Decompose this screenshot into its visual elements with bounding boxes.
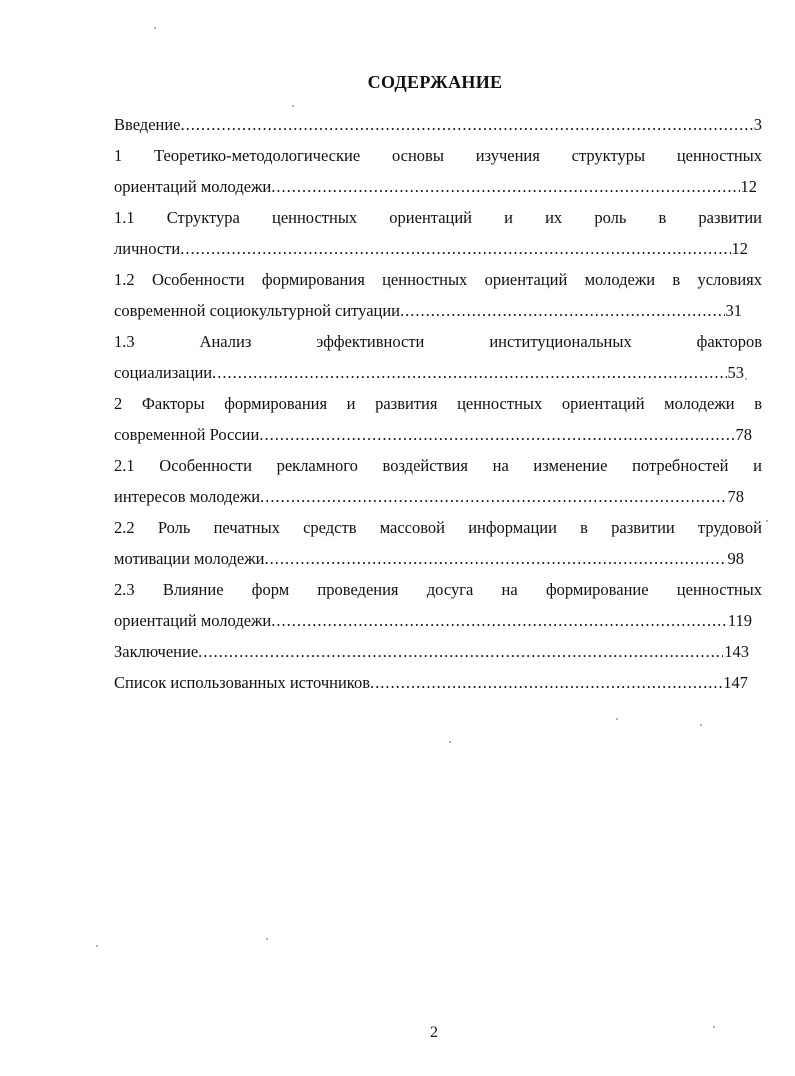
toc-page-number: 119 xyxy=(727,611,752,630)
toc-entry-label: Заключение xyxy=(114,642,199,661)
scan-speck xyxy=(449,741,451,743)
toc-page-number: 12 xyxy=(731,239,748,258)
toc-entry-section-2-1[interactable] xyxy=(114,450,762,512)
leader-dots xyxy=(264,543,726,574)
toc-entry-label-line-1: 2.2 Роль печатных средств массовой информации в развитии трудовой xyxy=(114,518,762,537)
leader-dots xyxy=(180,233,730,264)
toc-entry-label-line-2: ориентаций молодежи xyxy=(114,177,272,196)
leader-dots xyxy=(271,605,727,636)
toc-entry-introduction[interactable] xyxy=(114,109,762,140)
leader-dots xyxy=(181,109,753,140)
toc-entry-label-line-1: 1 Теоретико-методологические основы изучения структуры ценностных xyxy=(114,146,762,165)
toc-entry-section-1-2[interactable] xyxy=(114,264,762,326)
scan-speck xyxy=(766,520,768,522)
leader-dots xyxy=(260,481,726,512)
toc-entry-label-line-1: 2.3 Влияние форм проведения досуга на формирование ценностных xyxy=(114,580,762,599)
leader-dots xyxy=(212,357,726,388)
scan-speck xyxy=(616,718,618,720)
toc-page-number: 143 xyxy=(724,642,749,661)
scan-speck xyxy=(266,938,268,940)
scan-speck xyxy=(154,27,156,29)
toc-entry-section-2-2[interactable] xyxy=(114,512,762,574)
toc-page-number: 53 xyxy=(727,363,744,382)
toc-entry-label-line-2: ориентаций молодежи xyxy=(114,611,272,630)
toc-entry-label-line-2: социализации xyxy=(114,363,213,382)
leader-dots xyxy=(198,636,723,667)
leader-dots xyxy=(271,171,739,202)
scan-speck xyxy=(292,105,294,107)
toc-entry-label-line-1: 1.2 Особенности формирования ценностных ориентаций молодежи в условиях xyxy=(114,270,762,289)
toc-entry-label-line-1: 2.1 Особенности рекламного воздействия на изменение потребностей и xyxy=(114,456,762,475)
toc-entry-label-line-2: современной социокультурной ситуации xyxy=(114,301,401,320)
toc-entry-section-1-3[interactable] xyxy=(114,326,762,388)
toc-entry-chapter-1[interactable] xyxy=(114,140,762,202)
toc-entry-label-line-2: мотивации молодежи xyxy=(114,549,265,568)
scan-speck xyxy=(713,1026,715,1028)
leader-dots xyxy=(370,667,722,698)
toc-entry-section-1-1[interactable] xyxy=(114,202,762,264)
leader-dots xyxy=(259,419,734,450)
toc-entry-section-2-3[interactable] xyxy=(114,574,762,636)
toc-entry-conclusion[interactable] xyxy=(114,636,762,667)
scan-speck xyxy=(700,724,702,726)
toc-page-number: 78 xyxy=(727,487,744,506)
toc-entry-label-line-1: 2 Факторы формирования и развития ценностных ориентаций молодежи в xyxy=(114,394,762,413)
toc-entry-label: Список использованных источников xyxy=(114,673,370,692)
toc-entry-label-line-2: личности xyxy=(114,239,181,258)
toc-entry-label-line-1: 1.1 Структура ценностных ориентаций и их роль в развитии xyxy=(114,208,762,227)
scan-speck xyxy=(745,378,747,380)
toc-entry-label-line-2: интересов молодежи xyxy=(114,487,261,506)
toc-page-number: 31 xyxy=(725,301,742,320)
toc-entry-chapter-2[interactable] xyxy=(114,388,762,450)
toc-page-number: 98 xyxy=(727,549,744,568)
toc-entry-references[interactable] xyxy=(114,667,762,698)
toc-entry-label-line-1: 1.3 Анализ эффективности институциональных факторов xyxy=(114,332,762,351)
page-title: СОДЕРЖАНИЕ xyxy=(367,72,503,92)
table-of-contents xyxy=(114,109,762,698)
toc-page-number: 78 xyxy=(735,425,752,444)
toc-entry-label: Введение xyxy=(114,115,181,134)
toc-page-number: 12 xyxy=(740,177,757,196)
toc-entry-label-line-2: современной России xyxy=(114,425,260,444)
toc-page-number: 3 xyxy=(753,115,762,134)
leader-dots xyxy=(400,295,724,326)
scan-speck xyxy=(96,945,98,947)
toc-page-number: 147 xyxy=(723,673,748,692)
page-number: 2 xyxy=(430,1024,438,1041)
